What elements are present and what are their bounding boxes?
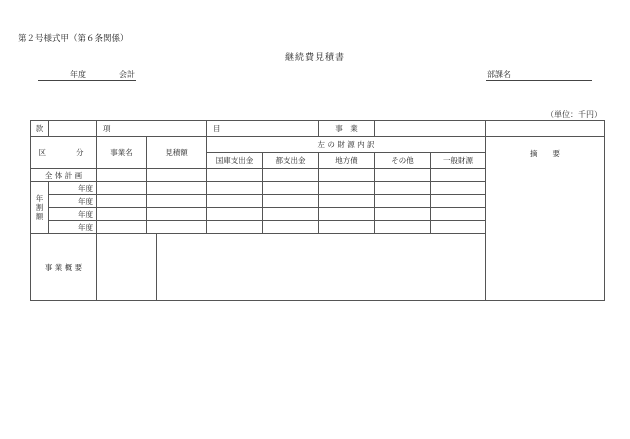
estimate-table — [30, 120, 605, 301]
cell — [431, 169, 486, 182]
cell — [375, 182, 431, 195]
zaigen-sonota: その他 — [375, 153, 431, 169]
nendo-row-1: 年度 — [49, 182, 97, 195]
cell — [97, 195, 147, 208]
form-number: 第２号様式甲（第６条関係） — [18, 34, 129, 44]
mitsumori-header: 見積額 — [147, 137, 207, 169]
department-line — [486, 80, 592, 81]
cell — [375, 169, 431, 182]
cell — [319, 182, 375, 195]
cell — [97, 221, 147, 234]
cell — [431, 208, 486, 221]
cell — [97, 182, 147, 195]
account-label: 会計 — [119, 70, 135, 79]
cell — [147, 221, 207, 234]
cell — [319, 221, 375, 234]
fiscal-year-label: 年度 — [70, 70, 86, 79]
moku-label: 目 — [213, 124, 221, 133]
gaiyou-content — [157, 234, 605, 301]
zaigen-title: 左 の 財 源 内 訳 — [207, 137, 486, 153]
cell — [263, 221, 319, 234]
kubun-header: 区 分 — [31, 137, 97, 169]
department-label: 部課名 — [487, 70, 511, 79]
cell — [263, 182, 319, 195]
fiscal-line — [38, 80, 136, 81]
cell — [147, 169, 207, 182]
cell — [375, 208, 431, 221]
cell — [97, 208, 147, 221]
cell — [431, 195, 486, 208]
nenwari-text: 年割額 — [35, 194, 44, 221]
cell — [431, 182, 486, 195]
jigyoumei-header: 事業名 — [97, 137, 147, 169]
cell — [263, 169, 319, 182]
cell — [263, 195, 319, 208]
nenwari-label — [31, 182, 49, 234]
cell — [147, 208, 207, 221]
zaigen-to: 都支出金 — [263, 153, 319, 169]
zaigen-chihousai: 地方債 — [319, 153, 375, 169]
document-title: 継続費見積書 — [284, 53, 345, 63]
gaiyou-label: 事 業 概 要 — [31, 234, 97, 301]
zaigen-ippan: 一般財源 — [431, 153, 486, 169]
jigyou-label: 事 業 — [319, 121, 375, 137]
zaigen-kokko: 国庫支出金 — [207, 153, 263, 169]
cell — [319, 208, 375, 221]
cell — [207, 169, 263, 182]
nendo-row-4: 年度 — [49, 221, 97, 234]
tekiyou-label: 摘 要 — [530, 149, 561, 158]
unit-note: （単位：千円） — [546, 110, 602, 119]
cell — [207, 182, 263, 195]
kou-label: 項 — [103, 124, 111, 133]
zentai-label: 全 体 計 画 — [31, 169, 97, 182]
cell — [319, 169, 375, 182]
cell — [207, 208, 263, 221]
cell — [431, 221, 486, 234]
cell — [375, 195, 431, 208]
kou-cell — [97, 121, 207, 137]
cell — [319, 195, 375, 208]
kan-label: 款 — [31, 121, 49, 137]
cell — [97, 169, 147, 182]
cell — [207, 195, 263, 208]
nendo-row-2: 年度 — [49, 195, 97, 208]
cell — [375, 221, 431, 234]
header-blank — [486, 121, 605, 137]
cell — [147, 182, 207, 195]
cell — [207, 221, 263, 234]
kan-value — [49, 121, 97, 137]
cell — [263, 208, 319, 221]
moku-cell — [207, 121, 319, 137]
cell — [147, 195, 207, 208]
jigyou-value — [375, 121, 486, 137]
nendo-row-3: 年度 — [49, 208, 97, 221]
gaiyou-sub — [97, 234, 157, 301]
